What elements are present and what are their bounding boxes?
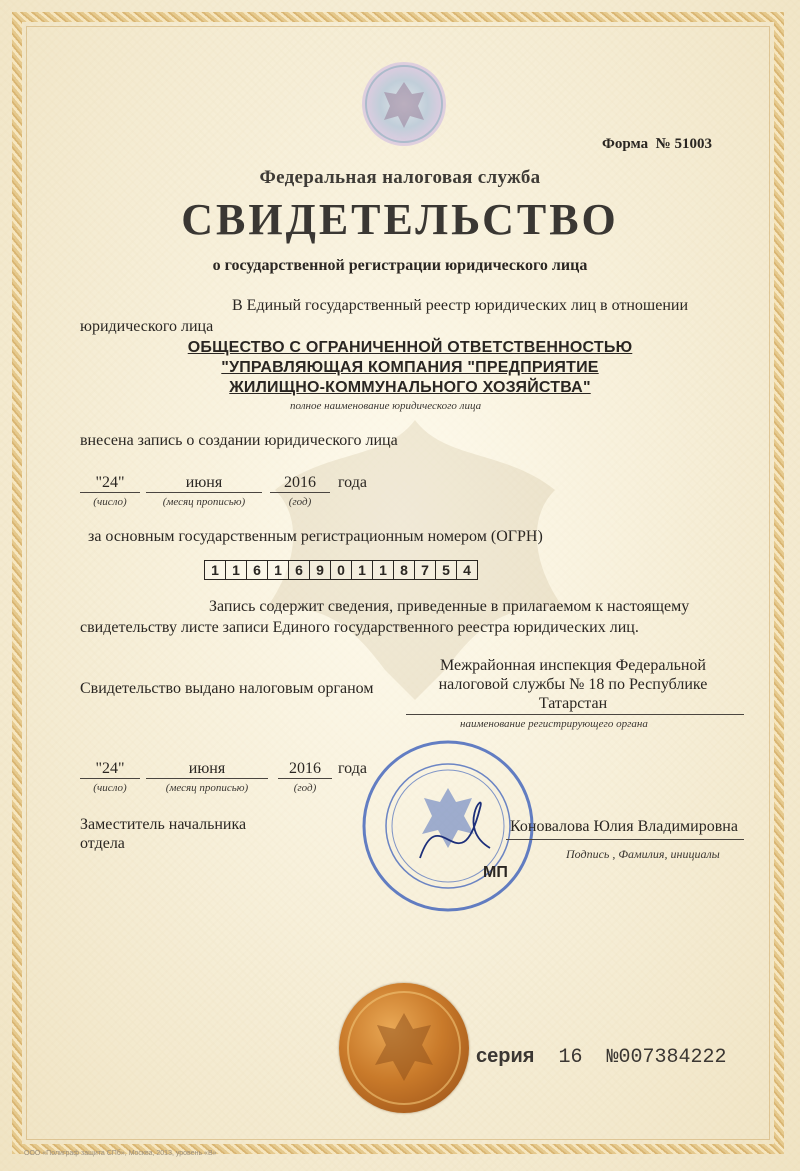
issue-month: июня [146, 760, 268, 779]
record-text: внесена запись о создании юридического лица [80, 432, 398, 449]
authority-line-1: Межрайонная инспекция Федеральной [440, 657, 706, 674]
registering-authority [408, 656, 738, 713]
ogrn-digit: 1 [204, 560, 226, 580]
form-number-value: № 51003 [655, 136, 712, 152]
ogrn-digit: 1 [372, 560, 394, 580]
ogrn-digit: 4 [456, 560, 478, 580]
issued-by-label: Свидетельство выдано налоговым органом [80, 680, 374, 697]
record-day: "24" [80, 474, 140, 493]
ogrn-digit: 0 [330, 560, 352, 580]
record-year-caption: (год) [288, 496, 312, 508]
intro-line-1: В Единый государственный реестр юридических лиц в отношении [232, 297, 689, 314]
document-serial: №007384222 [606, 1046, 727, 1069]
hologram-emblem [362, 62, 446, 146]
signatory-name: Коновалова Юлия Владимировна [510, 818, 738, 835]
contents-line-1: Запись содержит сведения, приведенные в прилагаемом к настоящему [209, 598, 690, 615]
ogrn-digit: 6 [246, 560, 268, 580]
authority-line-2: налоговой службы № 18 по Республике [438, 676, 708, 693]
document-subtitle: о государственной регистрации юридического лица [212, 257, 588, 274]
form-label: Форма [602, 136, 649, 152]
issue-year-caption: (год) [293, 782, 317, 794]
contents-line-2: свидетельству листе записи Единого государственного реестра юридических лиц. [80, 619, 639, 636]
ogrn-digit: 1 [351, 560, 373, 580]
issue-year: 2016 [278, 760, 332, 779]
position-line-1: Заместитель начальника [80, 816, 247, 833]
record-day-caption: (число) [93, 496, 127, 508]
entity-name-line-3: ЖИЛИЩНО-КОММУНАЛЬНОГО ХОЗЯЙСТВА" [229, 379, 591, 396]
series-label: серия [476, 1045, 535, 1067]
ogrn-digit: 6 [288, 560, 310, 580]
issue-day: "24" [80, 760, 140, 779]
authority-line-3: Татарстан [538, 695, 608, 712]
authority-underline [406, 714, 744, 715]
record-month-caption: (месяц прописью) [162, 496, 246, 508]
position-line-2: отдела [80, 835, 125, 852]
series-value: 16 [558, 1046, 583, 1069]
entity-name-caption: полное наименование юридического лица [290, 400, 482, 412]
intro-line-2: юридического лица [80, 318, 214, 335]
issue-day-caption: (число) [93, 782, 127, 794]
gold-hologram-seal [339, 983, 469, 1113]
ogrn-digit: 7 [414, 560, 436, 580]
signature-line [506, 839, 744, 840]
signatory-position [80, 815, 246, 853]
form-number [602, 136, 712, 153]
ogrn-digit: 8 [393, 560, 415, 580]
signature-caption: Подпись , Фамилия, инициалы [566, 847, 720, 861]
seal-place-mark: МП [483, 864, 508, 881]
ogrn-digit: 9 [309, 560, 331, 580]
authority-caption: наименование регистрирующего органа [460, 718, 648, 730]
entity-full-name [110, 338, 710, 398]
entity-name-line-1: ОБЩЕСТВО С ОГРАНИЧЕННОЙ ОТВЕТСТВЕННОСТЬЮ [187, 339, 633, 356]
ogrn-number [205, 560, 478, 580]
issue-month-caption: (месяц прописью) [165, 782, 249, 794]
ogrn-digit: 1 [225, 560, 247, 580]
ogrn-digit: 1 [267, 560, 289, 580]
record-year-suffix: года [338, 474, 367, 491]
record-month: июня [146, 474, 262, 493]
record-year: 2016 [270, 474, 330, 493]
issue-year-suffix: года [338, 760, 367, 777]
ogrn-digit: 5 [435, 560, 457, 580]
ogrn-label: за основным государственным регистрационным номером (ОГРН) [88, 528, 543, 545]
issuer-service: Федеральная налоговая служба [259, 167, 541, 188]
document-title: СВИДЕТЕЛЬСТВО [181, 195, 619, 244]
printer-note: ООО «Полиграф защита СПб», Москва, 2013, уровень «В» [24, 1150, 217, 1157]
entity-name-line-2: "УПРАВЛЯЮЩАЯ КОМПАНИЯ "ПРЕДПРИЯТИЕ [221, 359, 599, 376]
series-number [476, 1045, 727, 1069]
